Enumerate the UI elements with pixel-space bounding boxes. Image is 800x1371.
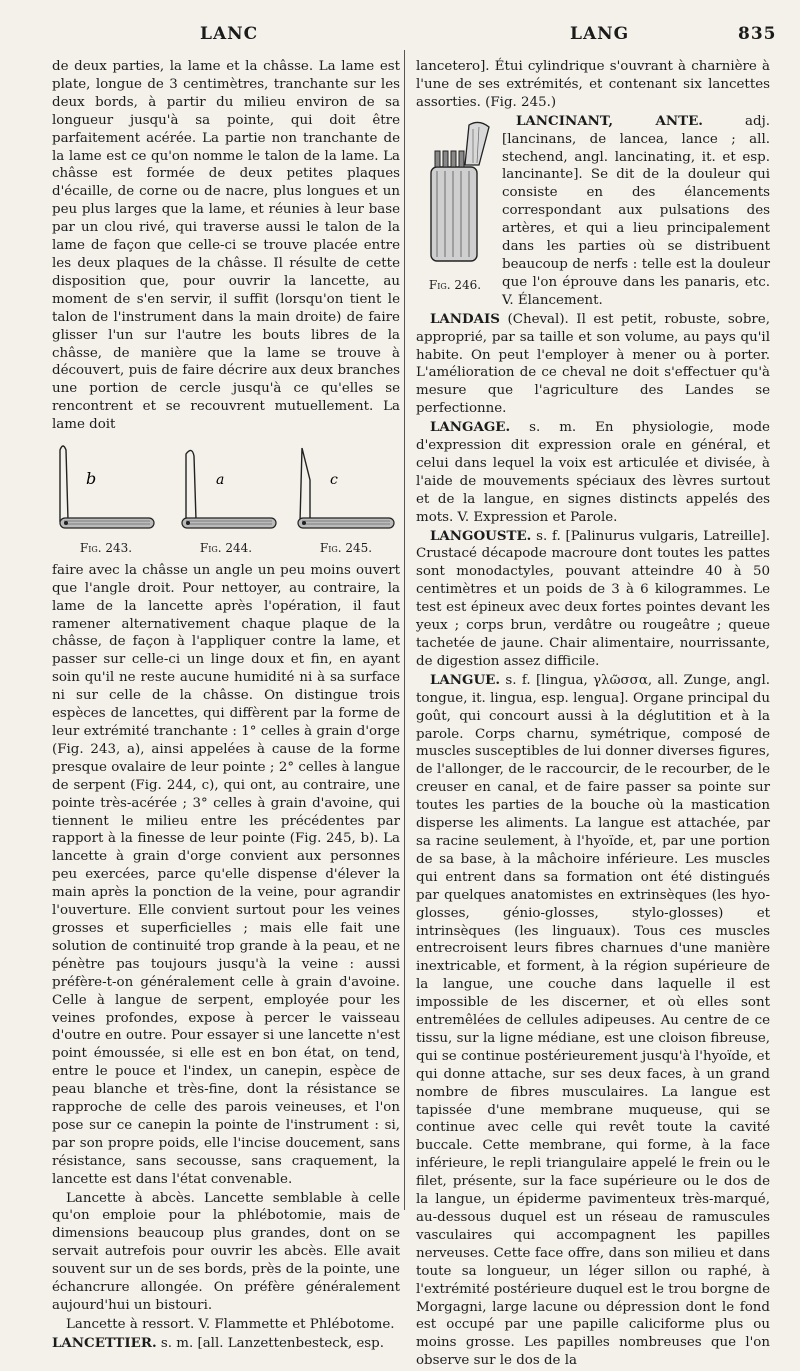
entry-langage-text: s. m. En physiologie, mode d'expression dit expression orale en général, et celui dans lequel la voix est articulée et divisée, à l'aide de mouvements spéciaux des lèvres surtout et de la langue, en signes distincts appelés des mots. V. Expression et Parole. — [416, 420, 770, 525]
paragraph-lame: de deux parties, la lame et la châsse. La lame est plate, longue de 3 centimètres, tranchante sur les deux bords, à partir du milieu environ de sa longueur jusqu'à sa pointe, qui doit être parfaitement acérée. La partie non tranchante de la lame est ce qu'on nomme le talon de la lame. La châsse est formée de deux petites plaques d'écaille, de corne ou de nacre, plus longues et un peu plus larges que la lame, et réunies à leur base par un clou rivé, qui traverse aussi le talon de la lame de façon que celle-ci se trouve placée entre les deux plaques de la châsse. Il résulte de cette disposition que, pour ouvrir la lancette, au moment de s'en servir, il suffit (lorsqu'on tient le talon de l'instrument dans la main droite) de faire glisser l'un sur l'autre les bouts libres de la châsse, de manière que la lame se trouve à découvert, puis de faire décrire aux deux branches une portion de cercle jusqu'à ce qu'elles se rencontrent et se recouvrent mutuellement. La lame doit — [52, 59, 400, 433]
entry-langue-text: s. f. [lingua, γλῶσσα, all. Zunge, angl. tongue, it. lingua, esp. lengua]. Organe principal du goût, qui concourt aussi à la déglutition et à la parole. Corps charnu, symétrique, composé de muscles susceptibles de lui donner diverses figures, de l'allonger, de le raccourcir, de le recourber, de le creuser en canal, et de faire passer sa pointe sur toutes les parties de la bouche où la mastication disperse les aliments. La langue est attachée, par sa racine seulement, à l'hyoïde, et, par une portion de sa base, à la mâchoire inférieure. Les muscles qui entrent dans sa formation ont été distingués par quelques anatomistes en extrinsèques (les hyo-glosses, génio-glosses, stylo-glosses) et intrinsèques (les linguaux). Tous ces muscles entrecroisent leurs fibres charnues d'une manière inextricable, et forment, à la région supérieure de la langue, une couche dans laquelle il est impossible de les discerner, et où elles sont entremêlées de cellules adipeuses. Au centre de ce tissu, sur la ligne médiane, est une cloison fibreuse, qui se continue postérieurement jusqu'à l'hyoïde, et qui donne attache, sur ses deux faces, à un grand nombre de fibres musculaires. La langue est tapissée d'une membrane muqueuse, qui se continue avec celle qui revêt toute la cavité buccale. Cette membrane, qui forme, à la face inférieure, le repli triangulaire appelé le frein ou le filet, présente, sur la face supérieure ou le dos de la langue, un épiderme pavimenteux très-marqué, au-dessous duquel est un réseau de ramuscules vasculaires qui accompagnent les papilles nerveuses. Cette face offre, dans son milieu et dans toute sa longueur, un léger sillon ou raphé, à l'extrémité postérieure duquel est le trou borgne de Morgagni, large lacune ou dépression dont le fond est occupé par une papille caliciforme plus ou moins grosse. Les papilles nombreuses que l'on observe sur le dos de la — [416, 672, 770, 1369]
paragraph-lancette-abces: Lancette à abcès. Lancette semblable à celle qu'on emploie pour la phlébotomie, mais de dimensions beaucoup plus grandes, dont on se servait autrefois pour ouvrir les abcès. Elle avait souvent sur un de ses bords, près de la pointe, une échancrure allongée. On préfère généralement aujourd'hui un bistouri. — [52, 1190, 400, 1313]
figure-245-caption: Fig. 245. — [319, 540, 373, 555]
figure-243-caption: Fig. 243. — [79, 540, 133, 555]
fig-letter-a: a — [216, 472, 225, 489]
entry-langue — [416, 672, 770, 1370]
figure-243 — [52, 440, 160, 558]
figures-243-245 — [52, 440, 400, 558]
figure-244-caption: Fig. 244. — [199, 540, 253, 555]
entry-langouste — [416, 528, 770, 671]
paragraph-lancette-ressort: Lancette à ressort. V. Flammette et Phlébotome. — [66, 1316, 395, 1332]
figure-244 — [172, 440, 280, 558]
entry-langouste-text: s. f. [Palinurus vulgaris, Latreille]. Crustacé décapode macroure dont toutes les pattes sont monodactyles, pouvant atteindre 40 à 50 centimètres et un poids de 3 à 6 kilogrammes. Le test est épineux avec deux fortes pointes devant les yeux ; corps brun, verdâtre ou rougeâtre ; queue tachetée de jaune. Chair alimentaire, nourrissante, de digestion assez difficile. — [416, 528, 770, 669]
left-column — [52, 58, 400, 1354]
lancet-illustration-245 — [294, 440, 398, 532]
running-head-left: LANC — [200, 24, 259, 44]
headword-lancettier: LANCETTIER. — [52, 1334, 157, 1351]
page-number: 835 — [738, 24, 777, 44]
figure-245 — [292, 440, 400, 558]
headword-langue: LANGUE. — [430, 671, 501, 688]
lancet-illustration-244 — [174, 440, 278, 532]
running-head-center: LANG — [570, 24, 630, 44]
entry-lancettier — [52, 1335, 400, 1353]
paragraph-usage: faire avec la châsse un angle un peu moins ouvert que l'angle droit. Pour nettoyer, au contraire, la lame de la lancette après l'opération, il faut ramener alternativement chaque plaque de la châsse, de façon à l'appliquer contre la lame, et passer sur celle-ci un linge doux et fin, en ayant soin qu'il ne reste aucune humidité ni à sa surface ni sur celle de la châsse. On distingue trois espèces de lancettes, qui diffèrent par la forme de leur extrémité tranchante : 1° celles à grain d'orge (Fig. 243, a), ainsi appelées à cause de la forme presque ovalaire de leur pointe ; 2° celles à langue de serpent (Fig. 244, c), qui ont, au contraire, une pointe très-acérée ; 3° celles à grain d'avoine, qui tiennent le milieu entre les précédentes par rapport à la finesse de leur pointe (Fig. 245, b). La lancette à grain d'orge convient aux personnes peu exercées, parce qu'elle dispense d'élever la main après la ponction de la veine, pour agrandir l'ouverture. Elle convient surtout pour les veines grosses et superficielles ; mais elle fait une solution de continuité trop grande à la peau, et ne pénètre pas toujours jusqu'à la veine : aussi préfère-t-on généralement celle à grain d'avoine. Celle à langue de serpent, employée pour les veines profondes, expose à percer le vaisseau d'outre en outre. Pour essayer si une lancette n'est point émoussée, si elle est en bon état, on tend, entre le pouce et l'index, un canepin, espèce de peau blanche et très-fine, dont la résistance se rapproche de celle des parois veineuses, et l'on pose sur ce canepin la pointe de l'instrument : si, par son propre poids, elle l'incise doucement, sans résistance, sans secousse, sans craquement, la lancette est dans l'état convenable. — [52, 562, 400, 1187]
entry-langage — [416, 419, 770, 526]
figure-246 — [416, 119, 494, 295]
lancet-illustration-243 — [54, 440, 158, 532]
column-rule — [404, 50, 405, 1210]
entry-lancinant-text: adj. [lancinans, de lancea, lance ; all. stechend, angl. lancinating, it. et esp. lancinante]. Se dit de la douleur qui consiste en des élancements correspondant aux pulsations des artères, et qui a lieu principalement dans les parties où se distribuent beaucoup de nerfs : telle est la douleur que l'on éprouve dans les panaris, etc. V. Élancement. — [502, 113, 770, 308]
figure-246-caption: Fig. 246. — [428, 277, 482, 292]
fig-letter-c: c — [330, 472, 338, 489]
entry-landais-text: (Cheval). Il est petit, robuste, sobre, approprié, par sa taille et son volume, au pays qu'il habite. On peut l'employer à mener ou à porter. L'amélioration de ce cheval ne doit s'effectuer qu'à mesure que l'agriculture des Landes se perfectionne. — [416, 311, 770, 417]
entry-lancettier-text: s. m. [all. Lanzettenbesteck, esp. — [156, 1335, 384, 1351]
headword-landais: LANDAIS — [430, 310, 500, 327]
paragraph-lancettier-cont: lancetero]. Étui cylindrique s'ouvrant à charnière à l'une de ses extrémités, et contenant six lancettes assorties. (Fig. 245.) — [416, 59, 770, 110]
lancet-case-illustration — [417, 119, 493, 269]
right-column — [416, 58, 770, 1371]
headword-langouste: LANGOUSTE. — [430, 527, 532, 544]
headword-lancinant: LANCINANT, ANTE. — [516, 112, 703, 129]
headword-langage: LANGAGE. — [430, 419, 511, 436]
fig-letter-b: b — [86, 469, 97, 489]
entry-landais — [416, 311, 770, 418]
